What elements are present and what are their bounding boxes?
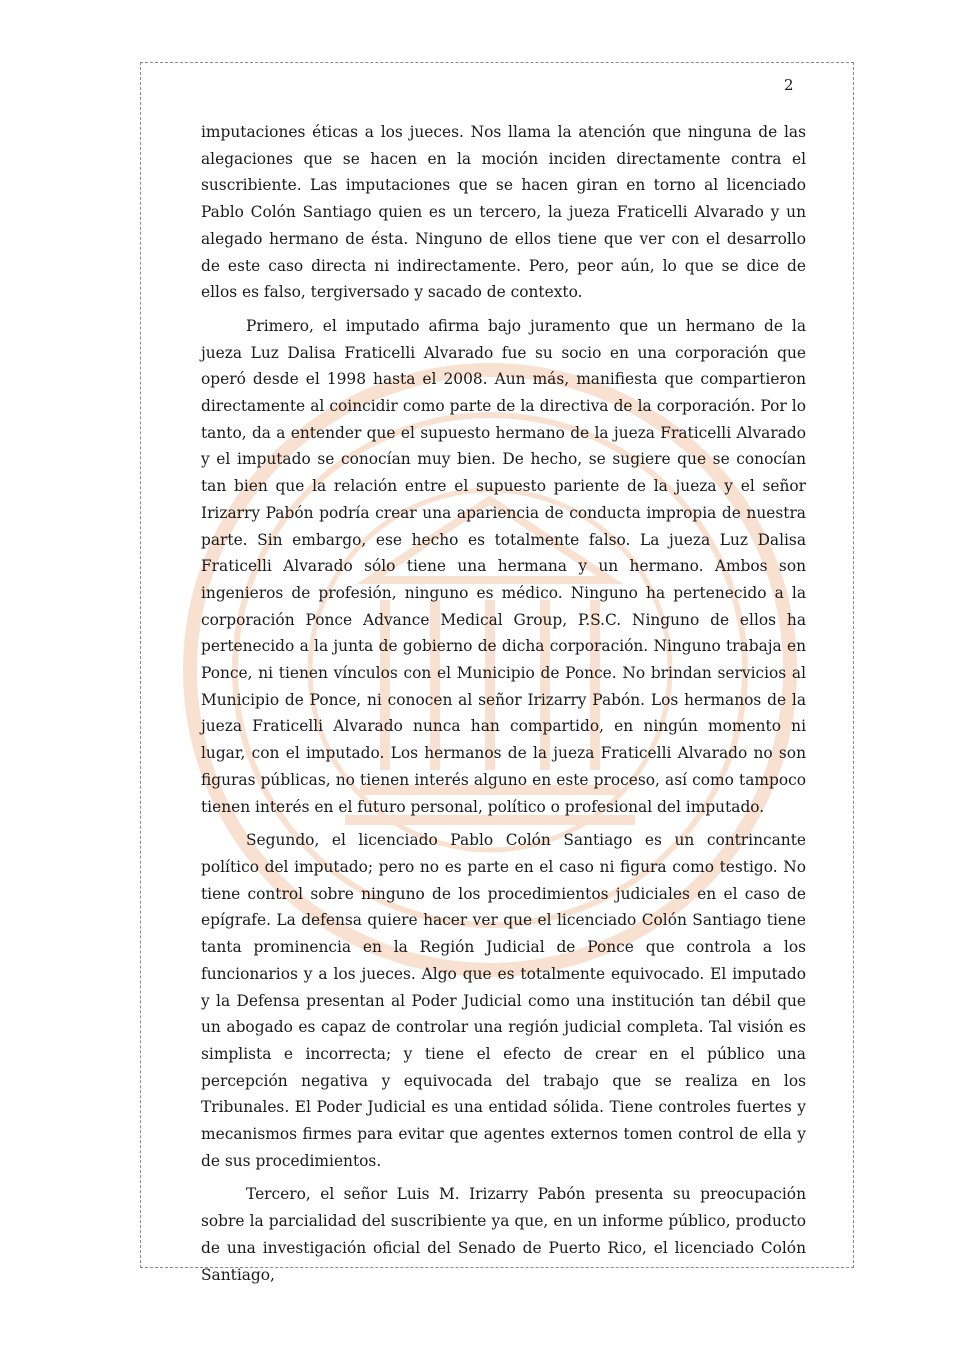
page-number: 2	[784, 76, 794, 94]
paragraph-tercero: Tercero, el señor Luis M. Irizarry Pabón presenta su preocupación sobre la parcialidad del suscribiente ya que, en un informe público, producto de una investigación oficial del Senado de Puerto Rico, el licenciado Colón Santiago,	[201, 1185, 806, 1284]
paragraph-continuation: imputaciones éticas a los jueces. Nos llama la atención que ninguna de las alegaciones que se hacen en la moción inciden directamente contra el suscribiente. Las imputaciones que se hacen giran en torno al licenciado Pablo Colón Santiago quien es un tercero, la jueza Fraticelli Alvarado y un alegado hermano de ésta. Ninguno de ellos tiene que ver con el desarrollo de este caso directa ni indirectamente. Pero, peor aún, lo que se dice de ellos es falso, tergiversado y sacado de contexto.	[201, 123, 806, 302]
paragraph-primero: Primero, el imputado afirma bajo juramento que un hermano de la jueza Luz Dalisa Fraticelli Alvarado fue su socio en una corporación que operó desde el 1998 hasta el 2008. Aun más, manifiesta que compartieron directamente al coincidir como parte de la directiva de la corporación. Por lo tanto, da a entender que el supuesto hermano de la jueza Fraticelli Alvarado y el imputado se conocían muy bien. De hecho, se sugiere que se conocían tan bien que la relación entre el supuesto pariente de la jueza y el señor Irizarry Pabón podría crear una apariencia de conducta impropia de nuestra parte. Sin embargo, ese hecho es totalmente falso. La jueza Luz Dalisa Fraticelli Alvarado sólo tiene una hermana y un hermano. Ambos son ingenieros de profesión, ninguno es médico. Ninguno ha pertenecido a la corporación Ponce Advance Medical Group, P.S.C. Ninguno de ellos ha pertenecido a la junta de gobierno de dicha corporación. Ninguno trabaja en Ponce, ni tienen vínculos con el Municipio de Ponce. No brindan servicios al Municipio de Ponce, ni conocen al señor Irizarry Pabón. Los hermanos de la jueza Fraticelli Alvarado nunca han compartido, en ningún momento ni lugar, con el imputado. Los hermanos de la jueza Fraticelli Alvarado no son figuras públicas, no tienen interés alguno en este proceso, así como tampoco tienen interés en el futuro personal, político o profesional del imputado.	[201, 316, 806, 816]
paragraph-segundo: Segundo, el licenciado Pablo Colón Santiago es un contrincante político del imputado; pero no es parte en el caso ni figura como testigo. No tiene control sobre ninguno de los procedimientos judiciales en el caso de epígrafe. La defensa quiere hacer ver que el licenciado Colón Santiago tiene tanta prominencia en la Región Judicial de Ponce que controla a los funcionarios y a los jueces. Algo que es totalmente equivocado. El imputado y la Defensa presentan al Poder Judicial como una institución tan débil que un abogado es capaz de controlar una región judicial completa. Tal visión es simplista e incorrecta; y tiene el efecto de crear en el público una percepción negativa y equivocada del trabajo que se realiza en los Tribunales. El Poder Judicial es una entidad sólida. Tiene controles fuertes y mecanismos firmes para evitar que agentes externos tomen control de ella y de sus procedimientos.	[201, 831, 806, 1170]
body-text	[201, 119, 806, 1295]
